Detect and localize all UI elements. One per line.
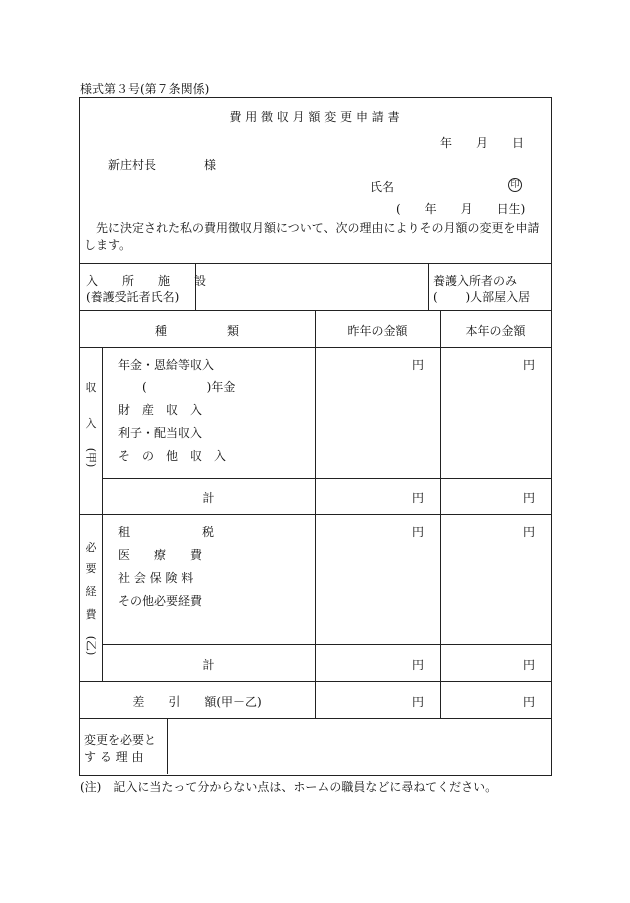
room-occupancy[interactable]: ( )人部屋入居 [433,290,531,304]
reason-sublabel: す る 理 由 [84,750,144,764]
expense-item: 医 療 費 [118,548,203,562]
difference-label: 差 引 額(甲－乙) [132,695,262,709]
column-type: 種 類 [154,324,239,338]
vline-group [102,347,103,681]
expense-item: 社 会 保 険 料 [118,571,194,585]
expense-group-otsu: (乙) [84,635,98,656]
seal-icon: 印 [508,178,522,192]
vline-this-year [440,310,441,718]
birth-line: ( 年 月 日生) [396,202,526,216]
form-number: 様式第３号(第７条関係) [80,82,210,96]
yen-unit: 円 [412,525,425,539]
vline-reason [167,718,168,774]
form-title: 費 用 徴 収 月 額 変 更 申 請 書 [229,110,400,124]
vline-facility-note [428,263,429,310]
divider-difference [79,718,551,719]
yen-unit: 円 [523,358,536,372]
date-line: 年 月 日 [440,136,525,150]
income-item: そ の 他 収 入 [118,449,227,463]
yen-unit: 円 [412,658,425,672]
income-group-char [80,447,102,468]
expense-total-label: 計 [202,658,215,672]
divider-expense-total [102,644,551,645]
divider-header [79,263,551,264]
yen-unit: 円 [523,695,536,709]
income-item: 利子・配当収入 [118,426,203,440]
statement-text: 先に決定された私の費用徴収月額について、次の理由によりその月額の変更を申請します。 [84,221,540,252]
expense-item: 租 税 [118,525,215,539]
facility-sublabel: (養護受託者氏名) [86,290,180,304]
income-item: 年金・恩給等収入 [118,358,215,372]
column-this-year: 本年の金額 [465,324,526,338]
reason-label: 変更を必要と [84,733,157,747]
income-group-char: 入 [85,417,97,430]
yen-unit: 円 [523,525,536,539]
yen-unit: 円 [523,491,536,505]
facility-label: 入 所 施 設 [86,274,207,288]
vline-last-year [315,310,316,718]
expense-group-char [80,635,102,656]
expense-group-char: 経 [85,585,97,598]
facility-note: 養護入所者のみ [433,274,518,288]
income-item: ( )年金 [142,380,236,394]
yen-unit: 円 [523,658,536,672]
expense-group-char: 費 [85,608,97,621]
footnote: (注) 記入に当たって分からない点は、ホームの職員などに尋ねてください。 [80,780,498,794]
divider-income-total [102,478,551,479]
income-group-kou: (甲) [84,447,98,468]
seal-mark [508,177,522,192]
yen-unit: 円 [412,491,425,505]
income-group-char: 収 [85,381,97,394]
yen-unit: 円 [412,695,425,709]
expense-group-char: 必 [85,541,97,554]
income-total-label: 計 [202,491,215,505]
addressee: 新庄村長 様 [108,158,217,172]
column-last-year: 昨年の金額 [347,324,408,338]
name-label: 氏名 [370,180,395,194]
income-item: 財 産 収 入 [118,403,203,417]
expense-group-char: 要 [85,562,97,575]
expense-item: その他必要経費 [118,594,203,608]
yen-unit: 円 [412,358,425,372]
